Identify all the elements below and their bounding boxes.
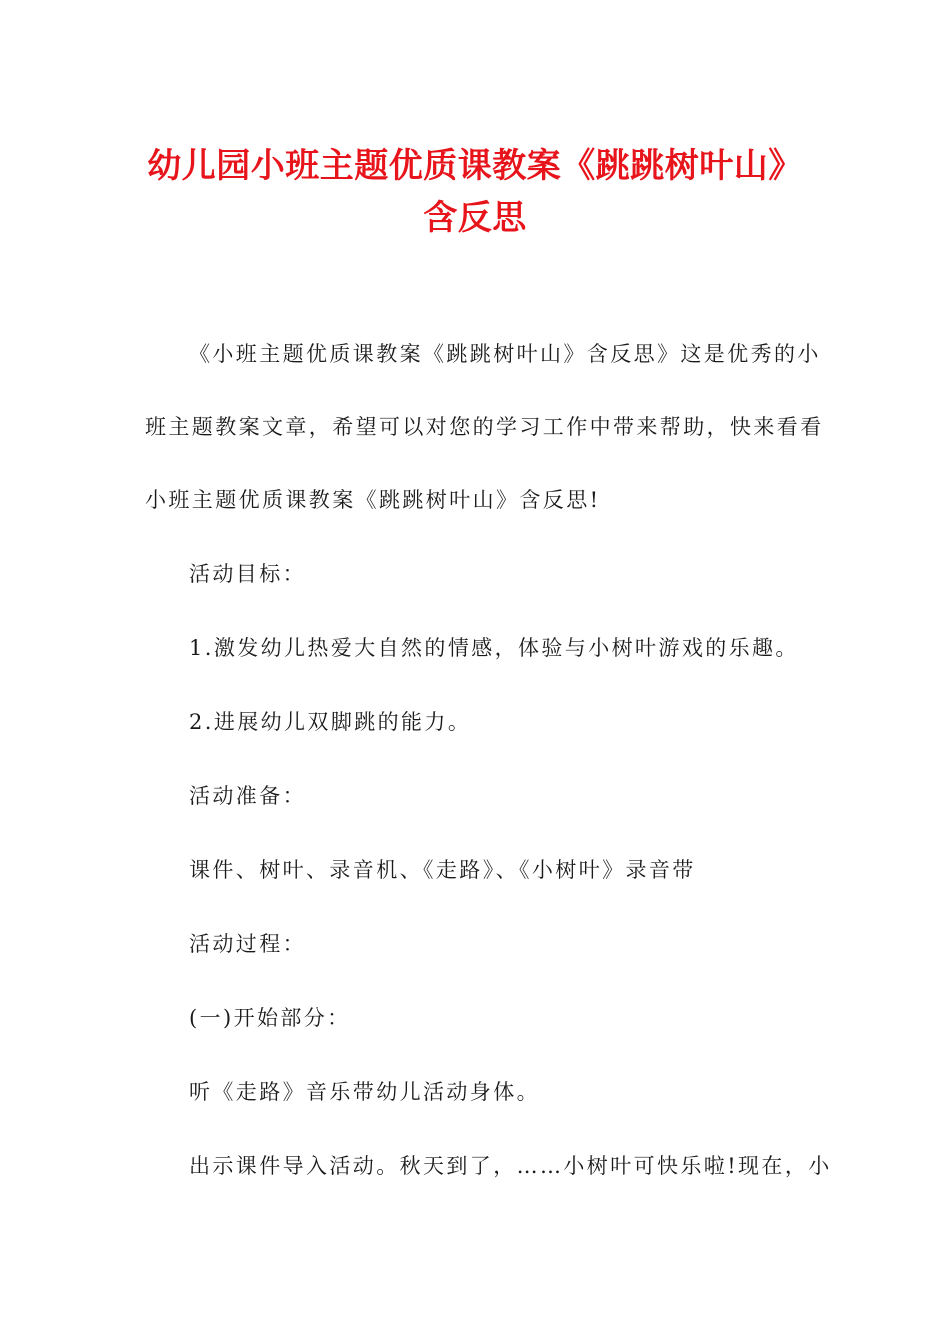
intro-line-1: 《小班主题优质课教案《跳跳树叶山》含反思》这是优秀的小 bbox=[189, 342, 821, 366]
title-line-1: 幼儿园小班主题优质课教案《跳跳树叶山》 bbox=[147, 146, 803, 186]
part-1-heading: (一)开始部分： bbox=[189, 1006, 351, 1030]
part-1-step-1: 听《走路》音乐带幼儿活动身体。 bbox=[189, 1080, 540, 1104]
prep-items: 课件、树叶、录音机、《走路》、《小树叶》录音带 bbox=[189, 858, 696, 882]
goal-item-2: 2.进展幼儿双脚跳的能力。 bbox=[189, 710, 472, 734]
prep-heading: 活动准备： bbox=[189, 784, 306, 808]
goal-item-1: 1.激发幼儿热爱大自然的情感，体验与小树叶游戏的乐趣。 bbox=[189, 636, 799, 660]
intro-paragraph bbox=[145, 318, 824, 537]
process-heading: 活动过程： bbox=[189, 932, 306, 956]
document-title bbox=[120, 140, 830, 244]
goals-heading: 活动目标： bbox=[189, 562, 306, 586]
intro-line-2: 班主题教案文章，希望可以对您的学习工作中带来帮助，快来看看 bbox=[145, 415, 824, 439]
intro-line-3: 小班主题优质课教案《跳跳树叶山》含反思! bbox=[145, 488, 601, 512]
title-line-2: 含反思 bbox=[423, 198, 527, 238]
part-1-step-2: 出示课件导入活动。秋天到了，……小树叶可快乐啦!现在，小 bbox=[189, 1154, 832, 1178]
